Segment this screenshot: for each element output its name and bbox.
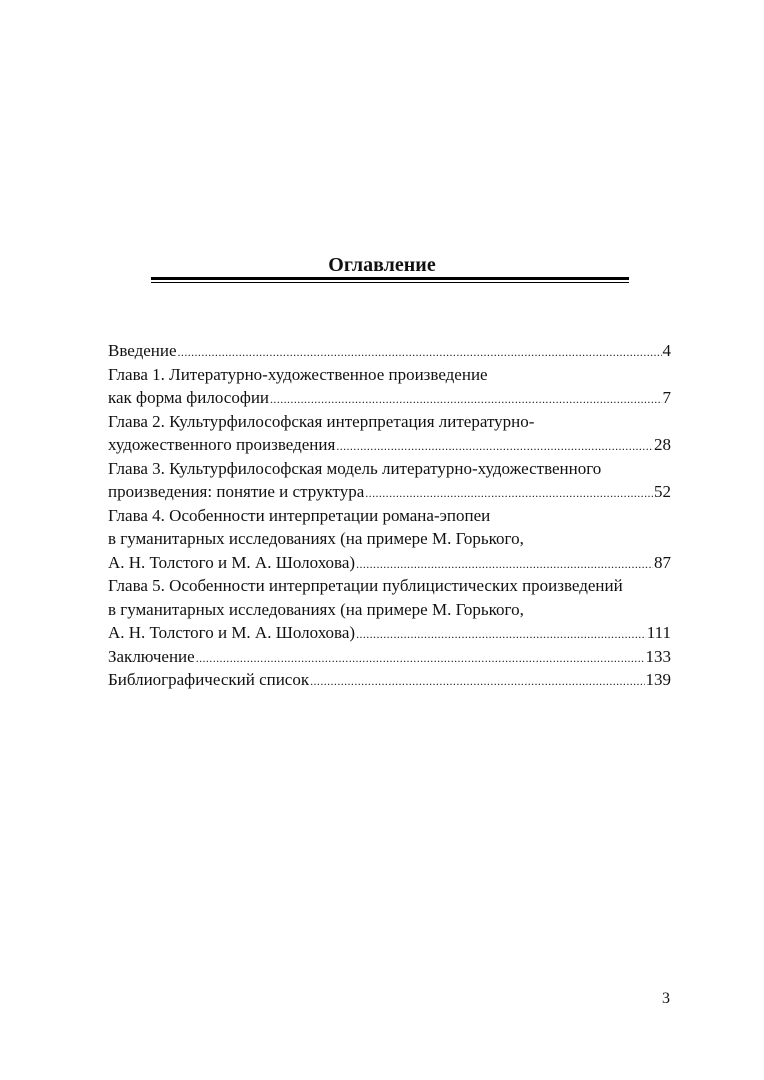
page-number: 3 (662, 990, 670, 1007)
toc-page-number: 139 (645, 670, 671, 689)
toc-entry-title: Заключение (108, 646, 195, 666)
dot-leader (356, 623, 646, 647)
toc-page-number: 111 (646, 623, 671, 642)
toc-entry-title: Глава 5. Особенности интерпретации публицистических произведений (108, 576, 623, 595)
toc-page-number: 52 (654, 482, 671, 501)
toc-entry-chapter-1 (108, 386, 671, 410)
dot-leader (178, 341, 662, 365)
toc-entry-chapter-3-line (108, 457, 671, 481)
toc-entry-title-cont: как форма философии (108, 388, 270, 407)
toc-entry-chapter-4 (108, 551, 671, 575)
toc-entry-title: Глава 3. Культурфилософская модель литературно-художественного (108, 458, 602, 478)
toc-entry-chapter-5-line (108, 598, 671, 622)
dot-leader (356, 553, 653, 577)
toc-page-number: 7 (662, 388, 671, 407)
toc-entry-chapter-2 (108, 433, 671, 457)
page-title: Оглавление (328, 254, 436, 276)
toc-page-number: 28 (654, 435, 671, 454)
toc-page-number: 4 (662, 341, 671, 360)
toc-entry-title-cont: в гуманитарных исследованиях (на примере М. Горького, (108, 599, 524, 619)
toc-page-number: 133 (645, 646, 671, 666)
dot-leader (196, 647, 645, 671)
toc-entry-chapter-4-line (108, 504, 671, 528)
table-of-contents (108, 339, 671, 692)
title-rule-thin (151, 282, 629, 283)
toc-entry-introduction (108, 339, 671, 363)
toc-entry-conclusion (108, 645, 671, 669)
title-rule-thick (151, 277, 629, 280)
toc-entry-title: Глава 2. Культурфилософская интерпретация литературно- (108, 411, 535, 431)
toc-entry-title: Библиографический список (108, 670, 310, 689)
toc-entry-title-cont: А. Н. Толстого и М. А. Шолохова) (108, 552, 356, 572)
toc-entry-title: Введение (108, 341, 177, 360)
toc-entry-chapter-1-line (108, 363, 671, 387)
dot-leader (365, 482, 653, 506)
toc-entry-chapter-5-line (108, 574, 671, 598)
toc-entry-chapter-2-line (108, 410, 671, 434)
toc-entry-title: Глава 1. Литературно-художественное произведение (108, 364, 488, 384)
toc-entry-title-cont: в гуманитарных исследованиях (на примере М. Горького, (108, 529, 524, 548)
dot-leader (310, 670, 644, 694)
dot-leader (270, 388, 661, 412)
toc-entry-title-cont: художественного произведения (108, 435, 336, 454)
toc-entry-bibliography (108, 668, 671, 692)
toc-entry-title-cont: А. Н. Толстого и М. А. Шолохова) (108, 623, 356, 642)
toc-entry-chapter-5 (108, 621, 671, 645)
toc-entry-chapter-4-line (108, 527, 671, 551)
toc-page-number: 87 (654, 552, 671, 572)
dot-leader (336, 435, 653, 459)
toc-entry-title: Глава 4. Особенности интерпретации романа-эпопеи (108, 505, 491, 525)
toc-entry-chapter-3 (108, 480, 671, 504)
toc-entry-title-cont: произведения: понятие и структура (108, 482, 365, 501)
